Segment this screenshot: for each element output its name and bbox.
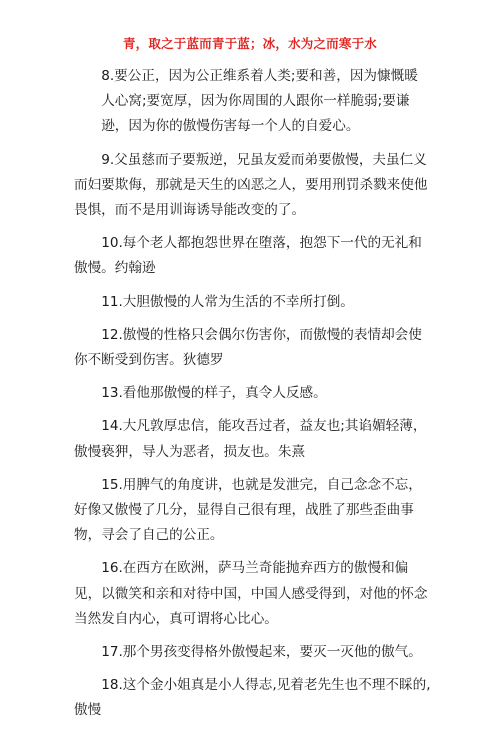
paragraph-14: 14.大凡敦厚忠信，能攻吾过者，益友也;其谄媚轻薄，傲慢亵狎，导人为恶者，损友也。朱熹 <box>74 418 427 460</box>
paragraph-15: 15.用脾气的角度讲，也就是发泄完，自己念念不忘，好像又傲慢了几分，显得自己很有理，战胜了那些歪曲事物，寻会了自己的公正。 <box>74 476 422 544</box>
page-header-title: 青，取之于蓝而青于蓝；冰，水为之而寒于水 <box>122 36 377 51</box>
paragraph-18: 18.这个金小姐真是小人得志,见着老先生也不理不睬的,傲慢 <box>74 677 431 719</box>
document-body <box>74 64 431 732</box>
paragraph-13: 13.看他那傲慢的样子，真令人反感。 <box>101 385 327 402</box>
paragraph-16: 16.在西方在欧洲，萨马兰奇能抛弃西方的傲慢和偏见，以微笑和亲和对待中国，中国人感受得到，对他的怀念当然发自内心，真可谓将心比心。 <box>74 560 428 627</box>
paragraph-8: 8.要公正，因为公正维系着人类;要和善，因为慷慨暖人心窝;要宽厚，因为你周围的人跟你一样脆弱;要谦逊，因为你的傲慢伤害每一个人的自爱心。 <box>101 68 418 135</box>
paragraph-11: 11.大胆傲慢的人常为生活的不幸所打倒。 <box>101 293 354 310</box>
paragraph-10: 10.每个老人都抱怨世界在堕落，抱怨下一代的无礼和傲慢。约翰逊 <box>74 235 422 277</box>
paragraph-12: 12.傲慢的性格只会偶尔伤害你，而傲慢的表情却会使你不断受到伤害。狄德罗 <box>74 326 422 369</box>
paragraph-17: 17.那个男孩变得格外傲慢起来，要灭一灭他的傲气。 <box>101 644 422 661</box>
paragraph-9: 9.父虽慈而子要叛逆，兄虽友爱而弟要傲慢，夫虽仁义而妇要欺侮，那就是天生的凶恶之人，要用刑罚杀戮来使他畏惧，而不是用训诲诱导能改变的了。 <box>74 151 428 219</box>
